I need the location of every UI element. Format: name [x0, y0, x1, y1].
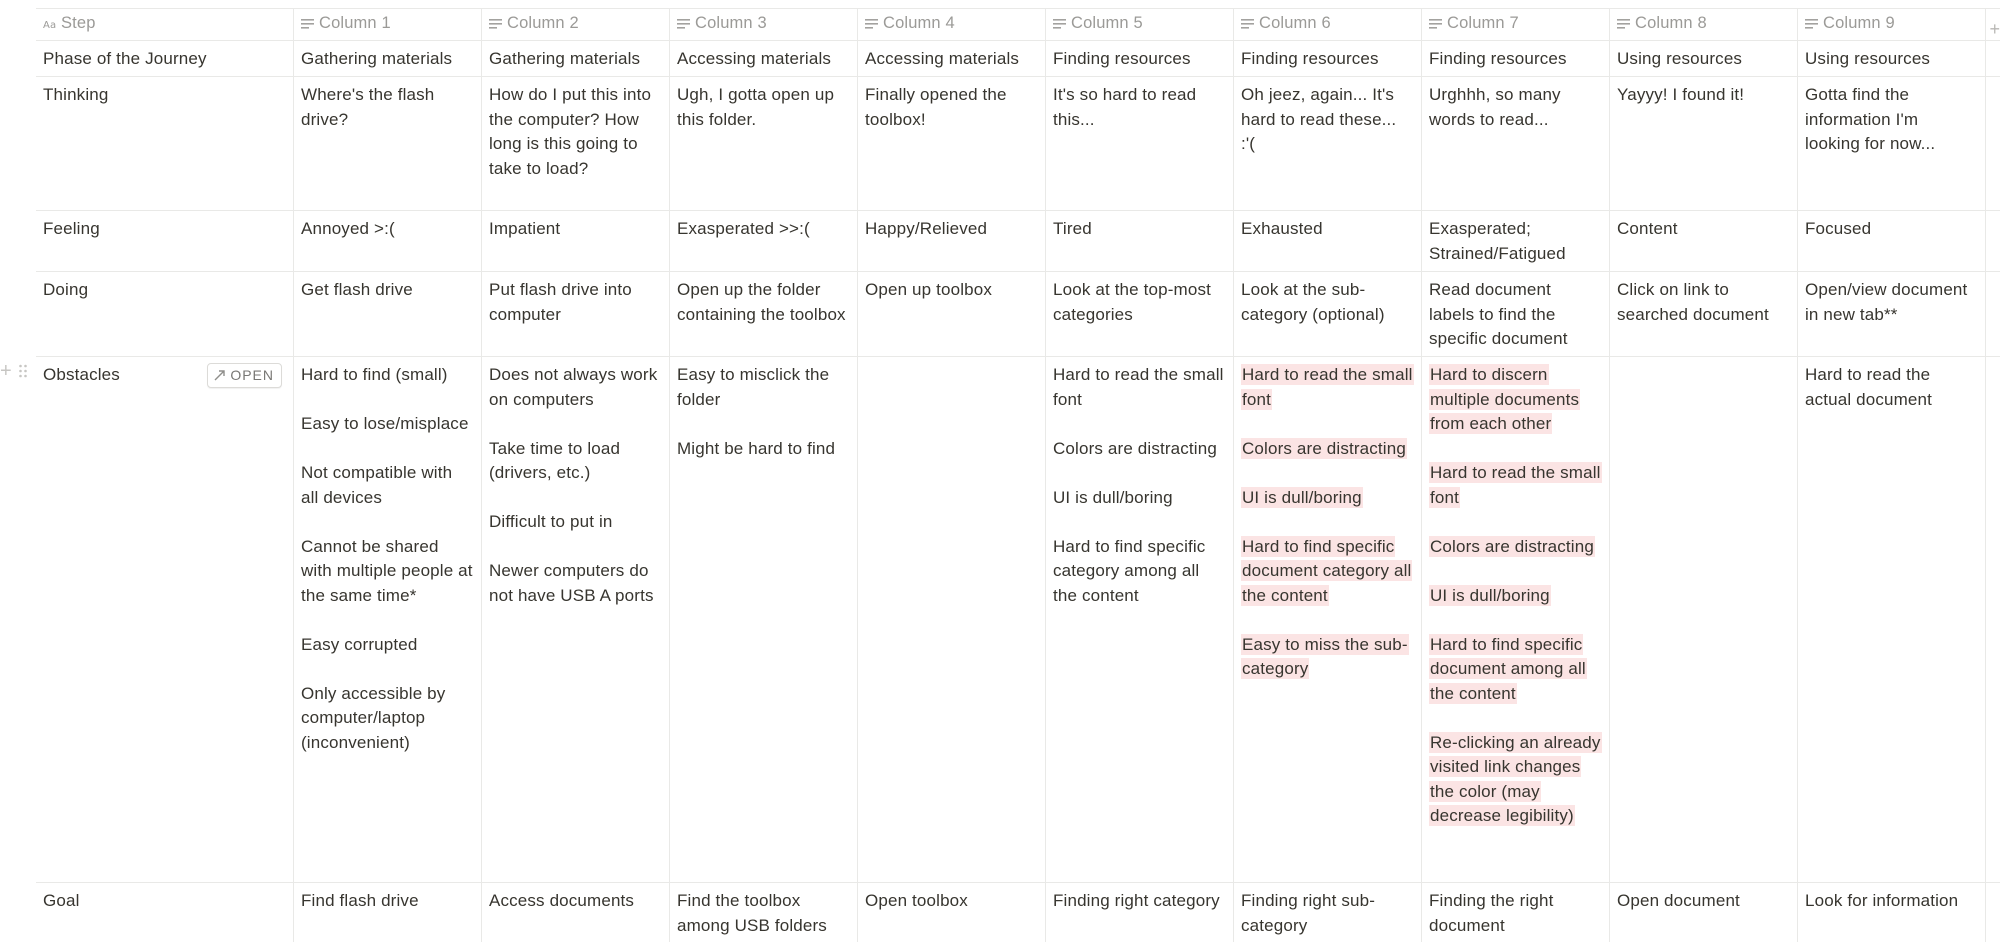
column-header-step[interactable] [36, 9, 294, 40]
table-cell[interactable]: Happy/Relieved [858, 211, 1046, 271]
text-property-icon [1617, 18, 1630, 29]
list-item: Hard to read the actual document [1805, 365, 1932, 409]
table-cell[interactable]: Open up the folder containing the toolbox [670, 272, 858, 356]
table-cell[interactable] [1798, 357, 1986, 882]
list-item: Hard to read the small font [1053, 365, 1224, 409]
table-cell[interactable]: Gathering materials [294, 41, 482, 76]
highlighted-text: Re-clicking an already visited link changes the color (may decrease legibility) [1430, 732, 1601, 825]
table-cell[interactable]: Exasperated; Strained/Fatigued [1422, 211, 1610, 271]
list-item: UI is dull/boring [1053, 487, 1173, 507]
add-column-icon[interactable]: + [1989, 19, 2000, 39]
table-row-obstacles[interactable] [36, 357, 2000, 883]
highlighted-item [1241, 363, 1413, 412]
text-property-icon [1053, 18, 1066, 29]
table-cell[interactable]: Gotta find the information I'm looking for now... [1798, 77, 1986, 210]
text-property-icon [677, 18, 690, 29]
table-cell[interactable]: Exasperated >>:( [670, 211, 858, 271]
table-row-feeling[interactable] [36, 211, 2000, 272]
column-header-label: Column 1 [319, 13, 391, 32]
column-header-label: Column 8 [1635, 13, 1707, 32]
table-cell[interactable]: Finding resources [1422, 41, 1610, 76]
list-item: Cannot be shared with multiple people at the same time* [301, 536, 473, 605]
table-cell[interactable]: Accessing materials [858, 41, 1046, 76]
journey-map-table [36, 8, 2000, 942]
text-property-icon [1429, 18, 1442, 29]
table-cell[interactable]: Access documents [482, 883, 670, 942]
list-item: Take time to load (drivers, etc.) [489, 438, 621, 482]
table-cell[interactable]: Oh jeez, again... It's hard to read these... :'( [1234, 77, 1422, 210]
table-cell[interactable]: Look at the sub-category (optional) [1234, 272, 1422, 356]
column-header-label: Column 6 [1259, 13, 1331, 32]
column-header-label: Column 5 [1071, 13, 1143, 32]
row-title[interactable]: Doing [36, 272, 294, 356]
table-cell[interactable]: Finding the right document [1422, 883, 1610, 942]
column-header-8[interactable] [1610, 9, 1798, 40]
table-row-doing[interactable] [36, 272, 2000, 357]
table-cell-highlighted[interactable] [1234, 357, 1422, 882]
column-header-label: Column 7 [1447, 13, 1519, 32]
table-cell[interactable]: Look for information [1798, 883, 1986, 942]
row-title[interactable]: Goal [36, 883, 294, 942]
row-title[interactable]: Feeling [36, 211, 294, 271]
table-cell[interactable]: Read document labels to find the specific document [1422, 272, 1610, 356]
table-cell[interactable]: Open toolbox [858, 883, 1046, 942]
highlighted-text: Hard to find specific document among all the content [1430, 634, 1586, 703]
highlighted-text: Hard to read the small font [1242, 365, 1413, 409]
list-item: Easy corrupted [301, 634, 418, 654]
table-cell[interactable]: Look at the top-most categories [1046, 272, 1234, 356]
table-cell[interactable]: How do I put this into the computer? How long is this going to take to load? [482, 77, 670, 210]
table-cell[interactable]: Where's the flash drive? [294, 77, 482, 210]
highlighted-item [1429, 363, 1601, 437]
list-item: Does not always work on computers [489, 365, 658, 409]
column-header-label: Column 9 [1823, 13, 1895, 32]
table-cell[interactable]: Find the toolbox among USB folders [670, 883, 858, 942]
highlighted-item [1429, 633, 1601, 707]
column-header-5[interactable] [1046, 9, 1234, 40]
highlighted-text: Hard to read the small font [1430, 463, 1601, 507]
expand-icon [214, 370, 225, 381]
column-header-label: Column 3 [695, 13, 767, 32]
row-title-cell[interactable] [36, 357, 294, 882]
drag-handle-icon[interactable] [18, 363, 28, 379]
list-item: Easy to misclick the folder [677, 365, 830, 409]
highlighted-text: Hard to find specific document category all the content [1242, 536, 1412, 605]
svg-text:Aa: Aa [43, 19, 56, 29]
text-property-icon [1241, 18, 1254, 29]
title-property-icon [43, 18, 56, 29]
drag-controls[interactable] [0, 361, 34, 381]
text-property-icon [489, 18, 502, 29]
highlighted-item [1241, 633, 1413, 682]
table-cell[interactable] [294, 357, 482, 882]
table-cell-empty[interactable] [858, 357, 1046, 882]
column-header-label: Column 2 [507, 13, 579, 32]
row-title[interactable]: Thinking [36, 77, 294, 210]
list-item: Hard to find specific category among all the content [1053, 536, 1206, 605]
highlighted-item [1429, 461, 1601, 510]
table-cell[interactable]: Annoyed >:( [294, 211, 482, 271]
table-cell[interactable]: Finding resources [1234, 41, 1422, 76]
highlighted-text: Hard to discern multiple documents from each other [1430, 365, 1580, 433]
column-header-6[interactable] [1234, 9, 1422, 40]
column-header-3[interactable] [670, 9, 858, 40]
list-item: Not compatible with all devices [301, 463, 453, 507]
column-header-2[interactable] [482, 9, 670, 40]
list-item: Difficult to put in [489, 512, 613, 531]
column-header-7[interactable] [1422, 9, 1610, 40]
list-item: Newer computers do not have USB A ports [489, 561, 654, 605]
table-cell[interactable] [1046, 357, 1234, 882]
column-header-4[interactable] [858, 9, 1046, 40]
list-item: Might be hard to find [677, 438, 836, 458]
table-cell[interactable]: Open/view document in new tab** [1798, 272, 1986, 356]
table-cell[interactable]: Impatient [482, 211, 670, 271]
text-property-icon [865, 18, 878, 29]
highlighted-item [1241, 535, 1413, 609]
text-property-icon [1805, 18, 1818, 29]
add-row-icon[interactable]: + [0, 360, 12, 382]
table-cell[interactable]: Focused [1798, 211, 1986, 271]
table-row-thinking[interactable] [36, 77, 2000, 211]
highlighted-text: UI is dull/boring [1430, 585, 1550, 605]
list-item: Only accessible by computer/laptop (inconvenient) [301, 683, 446, 752]
column-header-label: Column 4 [883, 13, 955, 32]
table-cell[interactable]: Get flash drive [294, 272, 482, 356]
highlighted-text: Colors are distracting [1242, 438, 1406, 458]
table-cell[interactable]: Open up toolbox [858, 272, 1046, 356]
table-cell[interactable]: Using resources [1798, 41, 1986, 76]
column-header-1[interactable] [294, 9, 482, 40]
table-header-row [36, 8, 2000, 41]
highlighted-item [1429, 584, 1601, 609]
list-item: Hard to find (small) [301, 365, 448, 384]
table-cell[interactable]: Click on link to searched document [1610, 272, 1798, 356]
table-cell[interactable]: Ugh, I gotta open up this folder. [670, 77, 858, 210]
table-cell[interactable]: Find flash drive [294, 883, 482, 942]
text-property-icon [301, 18, 314, 29]
list-item: Easy to lose/misplace [301, 414, 469, 433]
table-cell[interactable]: Content [1610, 211, 1798, 271]
row-title[interactable]: Phase of the Journey [36, 41, 294, 76]
table-cell[interactable]: Tired [1046, 211, 1234, 271]
table-cell-empty[interactable] [1610, 357, 1798, 882]
highlighted-text: Easy to miss the sub-category [1242, 634, 1408, 678]
table-row-goal[interactable] [36, 883, 2000, 942]
table-cell[interactable]: Finding right category [1046, 883, 1234, 942]
highlighted-item [1429, 535, 1601, 560]
highlighted-item [1429, 731, 1601, 829]
table-cell[interactable]: It's so hard to read this... [1046, 77, 1234, 210]
table-cell[interactable]: Accessing materials [670, 41, 858, 76]
table-cell[interactable]: Urghhh, so many words to read... [1422, 77, 1610, 210]
table-cell[interactable]: Open document [1610, 883, 1798, 942]
table-cell[interactable] [670, 357, 858, 882]
row-title: Obstacles [43, 365, 120, 384]
table-cell[interactable]: Finding right sub-category [1234, 883, 1422, 942]
open-button-label: OPEN [230, 367, 274, 384]
highlighted-item [1241, 486, 1413, 511]
table-cell[interactable]: Gathering materials [482, 41, 670, 76]
table-row-phase[interactable] [36, 41, 2000, 77]
table-cell[interactable]: Finding resources [1046, 41, 1234, 76]
column-header-label: Step [61, 13, 96, 32]
table-cell[interactable]: Yayyy! I found it! [1610, 77, 1798, 210]
table-cell[interactable]: Exhausted [1234, 211, 1422, 271]
column-header-9[interactable] [1798, 9, 1986, 40]
table-cell-highlighted[interactable] [1422, 357, 1610, 882]
highlighted-item [1241, 437, 1413, 462]
highlighted-text: UI is dull/boring [1242, 487, 1362, 507]
table-cell[interactable]: Put flash drive into computer [482, 272, 670, 356]
table-cell[interactable]: Finally opened the toolbox! [858, 77, 1046, 210]
table-cell[interactable]: Using resources [1610, 41, 1798, 76]
open-page-button[interactable] [207, 363, 282, 388]
list-item: Colors are distracting [1053, 438, 1217, 458]
highlighted-text: Colors are distracting [1430, 536, 1594, 556]
table-cell[interactable] [482, 357, 670, 882]
